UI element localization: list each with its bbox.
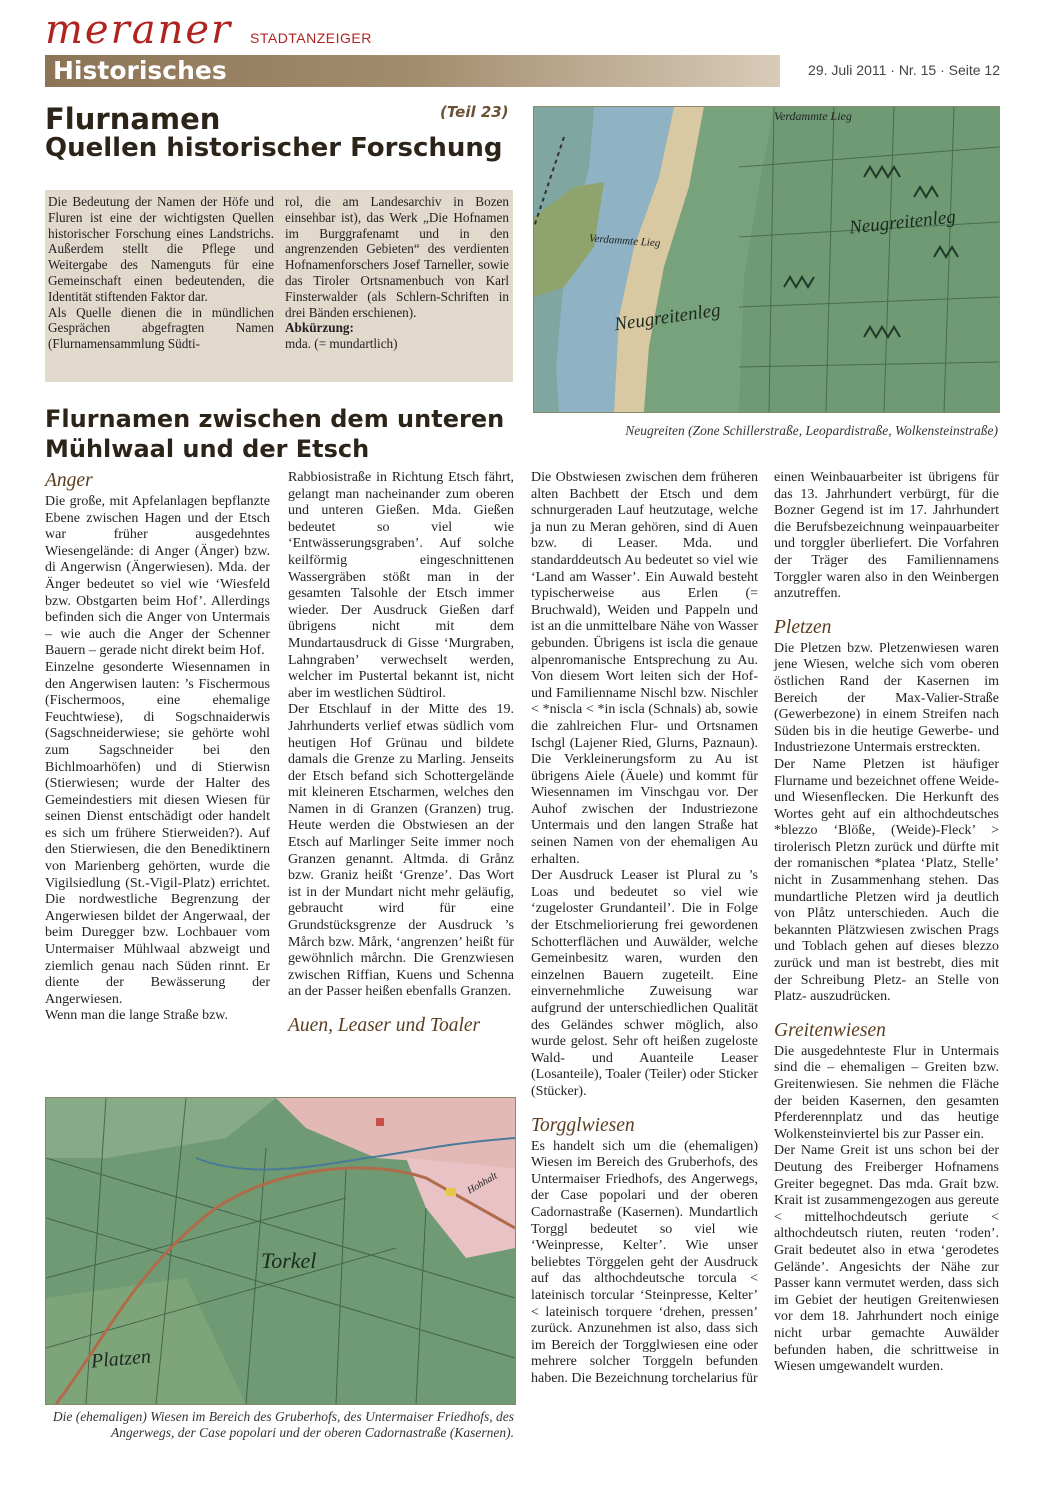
headline-title: Flurnamen: [45, 102, 221, 136]
subheading-greitenwiesen: Greitenwiesen: [774, 1019, 886, 1041]
issue-info: 29. Juli 2011 · Nr. 15 · Seite 12: [808, 62, 1000, 78]
column-4-text: einen Weinbauarbeiter ist übrigens für das 13. Jahrhundert verbürgt, für die Bozner Gegend ist im 17. Jahrhundert die Berufsbezeichnung weinpauarbeiter und torggler überliefert. Die Vorfahren der Träger des Familiennamens Torggler waren also in den Weinbergen anzutreffen.: [774, 470, 999, 602]
map1-caption: Neugreiten (Zone Schillerstraße, Leopardistraße, Wolkensteinstraße): [625, 423, 998, 438]
column-4-text-2: Die Pletzen bzw. Pletzenwiesen waren jene Wiesen, welche sich vom oberen östlichen Rand der Kasernen im Bereich der Max-Valier-Straße (Gewerbezone) in einem Streifen nach Süden bis in die heutige Gewerbe- und Industriezone Untermais erstreckten. Der Name Pletzen ist häufiger Flurname und bezeichnet offene Weide- und Wiesenflecken. Die Herkunft des Wortes geht auf ein althochdeutsches *blezzo ‘Blöße, (Weide)-Fleck’ > tirolerisch Pletzn zurück und dürfte mit der romanischen *platea ‘Platz, Stelle’ nicht in Zusammenhang stehen. Das mundartliche Pletzen wird ja deutlich von Plåtz unterschieden. Auch die bekannten Plätzwiesen zwischen Prags und Toblach gehen auf dieses blezzo zurück und man ist bestrebt, dies mit der Schreibung Pletz- an Stelle von Platz- auszudrücken.: [774, 640, 999, 1005]
intro-column-1: Die Bedeutung der Namen der Höfe und Fluren ist eine der wichtigsten Quellen historischer Forschung eines Landstrichs. Außerdem stellt die Pflege und Weitergabe des Namenguts für eine Gemeinschaft einen bedeutenden, die Identität stiftenden Faktor dar. Als Quelle dienen die in mündlichen Gesprächen abgefragten Namen (Flurnamensammlung Südti-: [48, 194, 274, 352]
headline-subtitle: Quellen historischer Forschung: [45, 133, 503, 163]
section-title: Historisches: [53, 56, 227, 85]
column-3-text-2: Es handelt sich um die (ehemaligen) Wiesen im Bereich des Gruberhofs, des Untermaiser Friedhofs, des Angerwegs, der Case popolari und der oberen Cadornastraße (Kasernen). Mundartlich Torggl bedeutet so viel wie ‘Weinpresse, Kelter’. Wie unser beliebtes Törggelen geht der Ausdruck auf das althochdeutsche torcula < lateinisch torcular ‘Steinpresse, Kelter’ < lateinisch torquere ‘drehen, pressen’ zurück. Anzunehmen ist also, dass sich im Bereich der Torgglwiesen eine oder mehrere solcher Torggeln befunden haben. Die Bezeichnung torchelarius für: [531, 1138, 758, 1386]
subheading-anger: Anger: [45, 470, 93, 491]
column-2-text: Rabbiosistraße in Richtung Etsch fährt, gelangt man nacheinander zum oberen und unteren Gießen. Mda. Gießen bedeutet so viel wie ‘Entwässerungsgraben’. Auf solche keilförmig eingeschnittenen Wassergräben stößt man in der gesamten Talsohle der Etsch immer wieder. Der Ausdruck Gießen darf übrigens nicht mit dem Mundartausdruck di Gisse ‘Murgraben, Lahngraben’ verwechselt werden, welcher im Pustertal bekannt ist, nicht aber im westlichen Südtirol. Der Etschlauf in der Mitte des 19. Jahrhunderts verlief etwas südlich vom heutigen Hof Grünau und bildete damals die Grenze zu Marling. Jenseits der Etsch befand sich Schottergelände mit kleineren Etscharmen, welches den Namen in di Granzen (Granzen) trug. Heute werden die Obstwiesen an der Etsch auf Marlinger Seite immer noch Granzen genannt. Altmda. di Grånz bzw. Graniz heißt ‘Grenze’. Das Wort ist in der Mundart nicht mehr geläufig, gebraucht wird für eine Grundstücksgrenze der Ausdruck ’s Mårch bzw. Mårk, ‘angrenzen’ heißt für gewöhnlich mårchn. Die Grenzwiesen zwischen Riffian, Kuens und Schenna an der Passer heißen ebenfalls Granzen.: [288, 470, 514, 1000]
map1-label-main: Neugreitenleg: [612, 299, 722, 336]
map2-label-road: Hohhalt: [465, 1170, 500, 1197]
map-neugreiten: [533, 106, 1000, 413]
column-4: [774, 470, 999, 1376]
map2-label-torkel: Torkel: [261, 1248, 317, 1273]
intro-column-2: rol, die am Landesarchiv in Bozen einsehbar ist), das Werk „Die Hofnamen im Burggrafenamt und in den angrenzenden Gebieten“ des verdienten Hofnamenforschers Josef Tarneller, sowie das Tiroler Ortsnamenbuch von Karl Finsterwalder (als Schlern-Schriften in drei Bänden erschienen). Abkürzung: mda. (= mundartlich): [285, 194, 509, 352]
article-headline: Flurnamen zwischen dem unteren Mühlwaal und der Etsch: [45, 405, 505, 463]
map-torkel: [45, 1097, 516, 1405]
abbreviation-label: Abkürzung: [285, 320, 350, 336]
subheading-torgglwiesen: Torgglwiesen: [531, 1114, 635, 1136]
map1-label-right: Neugreitenleg: [848, 206, 957, 239]
column-4-text-3: Die ausgedehnteste Flur in Untermais sind die – ehemaligen – Greiten bzw. Greitenwiesen. Sie nehmen die Fläche der beiden Kasernen, den gesamten Pferderennplatz und das heutige Wolkensteinviertel bis zur Passer ein. Der Name Greit ist uns schon bei der Deutung des Freiberger Hofnamens Greiter begegnet. Das mda. Grait bzw. Krait ist zusammengezogen aus gereute < mittelhochdeutsch geriute < althochdeutsch riuten, reuten ‘roden’. Grait bedeutet also in etwa ‘gerodetes Gelände’. Angesichts der Nähe zur Passer kann vermutet werden, dass sich im Gebiet der heutigen Greitenwiesen vor dem 18. Jahrhundert noch einige nicht urbar gemachte Auwälder befunden haben, die schrittweise in Wiesen umgewandelt wurden.: [774, 1043, 999, 1375]
masthead-logo: meraner: [45, 7, 233, 53]
map1-label-mid: Verdammte Lieg: [588, 232, 661, 250]
map1-label-top: Verdammte Lieg: [774, 109, 852, 123]
column-1-text: Die große, mit Apfelanlagen bepflanzte Ebene zwischen Hagen und der Etsch war früher ausgedehntes Wiesengelände: di Anger (Änger) bzw. di Angerwisn (Ängerwiesen). Mda. der Änger bedeutet so viel wie ‘Wiesfeld bzw. Obstgarten beim Hof’. Allerdings befinden sich die Anger von Untermais – wie auch die Anger der Schenner Bauern – gerade nicht direkt beim Hof. Einzelne gesonderte Wiesennamen in den Angerwisen lauten: ’s Fischermous (Fischermoos, eine ehemalige Feuchtwiese), di Sogschnaiderwis (Sagschneiderwiese; sie gehörte wohl zum Sagschneider bei den Bichlmoarhöfen) und di Stierwisn (Stierwiesen; wurde der Halter des Gemeindestiers mit diesen Wiesen für seinen Dienst entschädigt oder handelt es sich um frühere Stierweiden?). Auf den Stierwiesen, die den Benediktinern von Marienberg gehörten, wurde die Vigilsiedlung (St.-Vigil-Platz) errichtet. Die nordwestliche Begrenzung der Angerwiesen bildet der Angerwaal, der beim Duregger bzw. Lochbauer vom Untermaiser Mühlwaal abzweigt und ziemlich genau nach Süden rinnt. Er diente der Bewässerung der Angerwiesen. Wenn man die lange Straße bzw.: [45, 494, 270, 1024]
subheading-auen: Auen, Leaser und Toaler: [288, 1015, 481, 1036]
part-label: (Teil 23): [440, 103, 509, 121]
column-3-text: Die Obstwiesen zwischen dem früheren alten Bachbett der Etsch und dem schnurgeraden Lauf heutzutage, welche ja nun zu Meran gehören, sind di Auen bzw. di Leaser. Mda. und standarddeutsch Au bedeutet so viel wie ‘Land am Wasser’. Ein Auwald besteht typischerweise aus Erlen (= Bruchwald), Weiden und Pappeln und ist an die unmittelbare Nähe von Wasser gebunden. Übrigens ist iscla die genaue alpenromanische Entsprechung zu Au. Von diesem Wort leiten sich der Hof- und Familienname Nischl bzw. Nischler < *niscla < *in iscla (Schnals) ab, sowie die zahlreichen Flur- und Ortsnamen Ischgl (Lajener Ried, Glurns, Paznaun). Die Verkleinerungsform zu Au ist übrigens Aiele (Äuele) und kommt für Wiesennamen im Vinschgau vor. Der Auhof zwischen der Industriezone Untermais und den langen Straße hat seinen Namen von der ehemaligen Au erhalten. Der Ausdruck Leaser ist Plural zu ’s Loas und bedeutet so viel wie ‘zugeloster Grundanteil’. Die in Folge der Etschmeliorierung frei gewordenen Schotterflächen und Auwälder, welche Gemeinbesitz waren, wurden den einzelnen Bauern zugeteilt. Eine einvernehmliche Zuweisung war aufgrund der unterschiedlichen Qualität des Geländes schwer möglich, also wurde gelost. Sehr oft heißen zugeloste Wald- und Auanteile Leaser (Losanteile), Toaler (Teiler) oder Sticker (Stücker).: [531, 470, 758, 1099]
column-3: [531, 470, 758, 1387]
intro-column-2-text: rol, die am Landesarchiv in Bozen einsehbar ist), das Werk „Die Hofnamen im Burggrafenamt und in den angrenzenden Gebieten“ des verdienten Hofnamenforschers Josef Tarneller, sowie das Tiroler Ortsnamenbuch von Karl Finsterwalder (als Schlern-Schriften in drei Bänden erschienen).: [285, 194, 509, 320]
map-neugreiten-drawing: [534, 107, 999, 412]
map2-label-platzen: Platzen: [90, 1345, 152, 1373]
subheading-pletzen: Pletzen: [774, 616, 832, 638]
column-2: [288, 470, 514, 1039]
masthead-subtitle: STADTANZEIGER: [250, 30, 372, 46]
column-1: [45, 470, 270, 1025]
abbreviation-value: mda. (= mundartlich): [285, 336, 398, 352]
map2-caption: Die (ehemaligen) Wiesen im Bereich des Gruberhofs, des Untermaiser Friedhofs, des Angerwegs, der Case popolari und der oberen Cadornastraße (Kasernen).: [52, 1409, 514, 1440]
